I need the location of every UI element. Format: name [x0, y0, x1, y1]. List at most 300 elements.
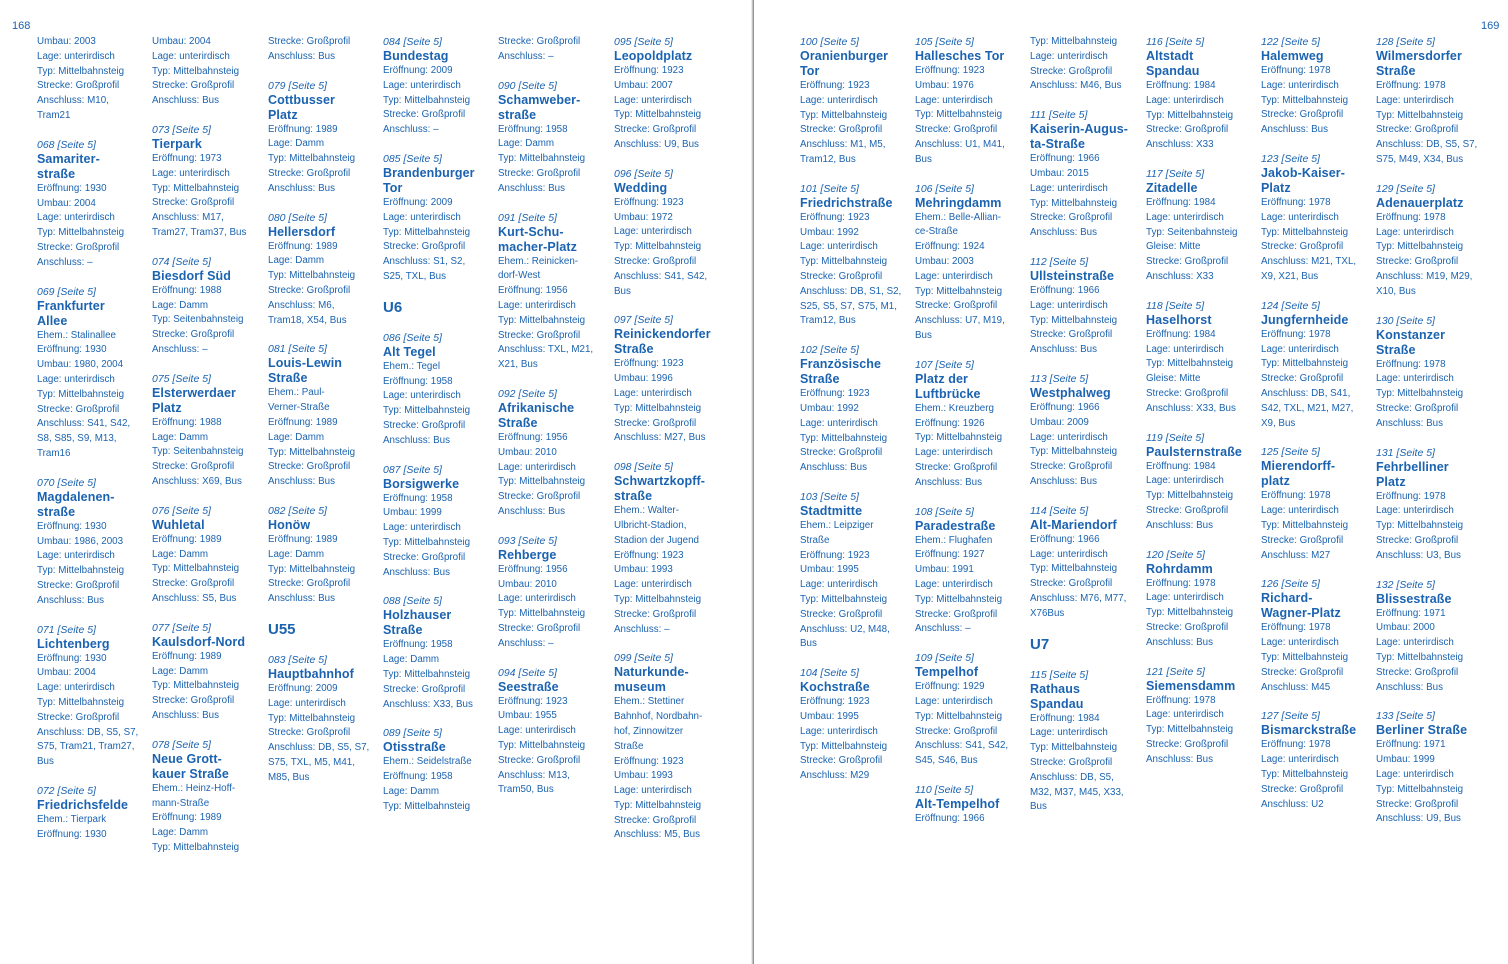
station-detail: Lage: unterirdisch — [1030, 50, 1108, 62]
station-detail: Strecke: Großprofil — [152, 197, 235, 209]
station-detail: Typ: Mittelbahnsteig — [383, 536, 471, 548]
station-detail: Umbau: 2015 — [1030, 167, 1089, 179]
station-number: 068 [Seite 5] — [37, 138, 96, 151]
station-detail: Strecke: Großprofil — [1261, 373, 1344, 385]
station-detail: Typ: Mittelbahnsteig — [498, 608, 586, 620]
station-detail: M85, Bus — [268, 771, 310, 783]
station-detail: Anschluss: – — [152, 343, 208, 355]
station-detail: S45, S46, Bus — [915, 755, 978, 767]
station-name: Blissestraße — [1376, 591, 1452, 606]
station-detail: Strecke: Großprofil — [152, 578, 235, 590]
station-name: Reinickendorfer — [614, 327, 711, 342]
station-detail: Typ: Mittelbahnsteig — [1030, 563, 1118, 575]
station-detail: Anschluss: S5, Bus — [152, 592, 237, 604]
station-detail: Umbau: 1986, 2003 — [37, 535, 124, 547]
station-detail: Typ: Mittelbahnsteig — [383, 668, 471, 680]
station-detail: Eröffnung: 1930 — [37, 182, 107, 194]
station-detail: Eröffnung: 1923 — [800, 696, 870, 708]
station-detail: Lage: unterirdisch — [37, 682, 115, 694]
station-detail: Lage: unterirdisch — [152, 50, 230, 62]
station-entry — [1030, 35, 1142, 94]
station-detail: Typ: Mittelbahnsteig — [383, 226, 471, 238]
station-detail: Anschluss: Bus — [383, 566, 450, 578]
station-detail: Lage: unterirdisch — [1030, 548, 1108, 560]
station-detail: Lage: unterirdisch — [498, 725, 576, 737]
station-detail: Lage: unterirdisch — [915, 578, 993, 590]
station-name: Stadtmitte — [800, 503, 863, 518]
station-detail: Anschluss: Bus — [1030, 344, 1097, 356]
station-name: Neue Grott- — [152, 751, 222, 766]
station-detail: Ehem.: Tierpark — [37, 813, 107, 825]
station-detail: Anschluss: DB, S5, S7, — [268, 742, 370, 754]
station-number: 117 [Seite 5] — [1146, 167, 1205, 180]
station-detail: Umbau: 2010 — [498, 578, 557, 590]
station-detail: Strecke: Großprofil — [1261, 241, 1344, 253]
station-detail: Umbau: 1993 — [614, 770, 673, 782]
station-number: 127 [Seite 5] — [1261, 710, 1320, 723]
station-detail: Anschluss: Bus — [1376, 681, 1443, 693]
station-detail: Anschluss: M1, M5, — [800, 139, 886, 151]
station-detail: Anschluss: Bus — [498, 182, 565, 194]
station-detail: Typ: Mittelbahnsteig — [498, 739, 586, 751]
station-detail: Anschluss: Bus — [268, 593, 335, 605]
station-name: Tempelhof — [915, 665, 979, 680]
station-detail: Typ: Mittelbahnsteig — [915, 109, 1003, 121]
station-detail: Anschluss: DB, S5, — [1030, 771, 1114, 783]
station-name: Friedrichsfelde — [37, 797, 129, 812]
station-number: 078 [Seite 5] — [152, 738, 211, 751]
station-entry — [1261, 35, 1373, 138]
station-name: Schwartzkopff- — [614, 474, 705, 489]
station-name: museum — [614, 680, 667, 695]
station-entry — [614, 651, 726, 843]
station-detail: Lage: unterirdisch — [1261, 343, 1339, 355]
station-detail: Strecke: Großprofil — [268, 284, 351, 296]
station-detail: Typ: Mittelbahnsteig — [1146, 358, 1234, 370]
station-name: Otisstraße — [383, 740, 446, 755]
station-detail: Strecke: Großprofil — [498, 167, 581, 179]
line-section-heading: U7 — [1030, 635, 1050, 653]
station-detail: Bus — [915, 153, 932, 165]
station-entry — [915, 505, 1027, 638]
station-detail: Eröffnung: 1956 — [498, 285, 568, 297]
station-detail: Eröffnung: 1978 — [1376, 358, 1446, 370]
station-name: Afrikanische — [498, 400, 575, 415]
station-detail: Lage: unterirdisch — [800, 241, 878, 253]
station-detail: X9, Bus — [1261, 417, 1296, 429]
station-entry — [383, 463, 495, 581]
station-detail: Lage: Damm — [383, 654, 440, 666]
station-detail: Umbau: 2004 — [37, 667, 96, 679]
station-entry — [1261, 299, 1373, 432]
station-number: 124 [Seite 5] — [1261, 299, 1320, 312]
station-detail: Anschluss: Bus — [498, 505, 565, 517]
station-name: Wilmersdorfer — [1376, 49, 1462, 63]
station-detail: Eröffnung: 1971 — [1376, 607, 1446, 619]
station-number: 081 [Seite 5] — [268, 343, 327, 356]
station-detail: Bus — [37, 756, 54, 768]
station-name: Alt-Tempelhof — [915, 796, 1000, 811]
station-name: Paradestraße — [915, 518, 996, 533]
station-detail: Typ: Mittelbahnsteig — [915, 593, 1003, 605]
station-detail: Anschluss: U9, Bus — [1376, 813, 1461, 825]
station-entry — [800, 490, 912, 652]
station-name: Kochstraße — [800, 680, 870, 695]
station-detail: Anschluss: M6, — [268, 299, 335, 311]
station-detail: Lage: Damm — [498, 138, 555, 150]
station-detail: Strecke: Großprofil — [1261, 783, 1344, 795]
station-detail: Ehem.: Heinz-Hoff- — [152, 782, 236, 794]
station-detail: Lage: unterirdisch — [1146, 343, 1224, 355]
station-name: Platz — [268, 107, 298, 122]
station-detail: Strecke: Großprofil — [614, 814, 697, 826]
station-detail: Eröffnung: 1989 — [152, 533, 222, 545]
station-detail: Lage: unterirdisch — [800, 417, 878, 429]
station-detail: Typ: Mittelbahnsteig — [268, 712, 356, 724]
station-number: 113 [Seite 5] — [1030, 372, 1089, 385]
station-detail: Eröffnung: 1988 — [152, 284, 222, 296]
station-number: 112 [Seite 5] — [1030, 255, 1089, 268]
station-detail: Eröffnung: 2009 — [383, 196, 453, 208]
station-name: Rehberge — [498, 547, 557, 562]
station-detail: Eröffnung: 1923 — [800, 549, 870, 561]
station-detail: Lage: unterirdisch — [498, 593, 576, 605]
station-detail: Anschluss: – — [383, 124, 439, 136]
station-detail: Lage: unterirdisch — [1376, 768, 1454, 780]
station-detail: Bahnhof, Nordbahn- — [614, 711, 703, 723]
station-detail: Eröffnung: 1923 — [800, 388, 870, 400]
station-detail: Lage: unterirdisch — [614, 579, 692, 591]
station-detail: Umbau: 2000 — [1376, 622, 1435, 634]
station-detail: Eröffnung: 1989 — [268, 240, 338, 252]
station-entry — [800, 666, 912, 784]
station-detail: Eröffnung: 1989 — [268, 416, 338, 428]
station-detail: Strecke: Großprofil — [1261, 534, 1344, 546]
station-name: Haselhorst — [1146, 312, 1212, 327]
station-detail: Eröffnung: 1923 — [915, 65, 985, 76]
station-detail: Typ: Mittelbahnsteig — [1261, 226, 1349, 238]
station-detail: Typ: Mittelbahnsteig — [37, 227, 125, 239]
station-number: 083 [Seite 5] — [268, 653, 327, 666]
station-detail: Lage: unterirdisch — [915, 695, 993, 707]
station-detail: Eröffnung: 1971 — [1376, 739, 1446, 751]
station-detail: Typ: Mittelbahnsteig — [383, 800, 471, 812]
station-detail: Strecke: Großprofil — [1261, 109, 1344, 121]
station-detail: Typ: Mittelbahnsteig — [614, 241, 702, 253]
station-detail: Typ: Mittelbahnsteig — [37, 565, 125, 577]
station-number: 119 [Seite 5] — [1146, 431, 1205, 444]
station-detail: Typ: Mittelbahnsteig — [1030, 197, 1118, 209]
station-entry — [1376, 446, 1488, 564]
station-entry — [1146, 299, 1258, 417]
station-detail: Anschluss: M13, — [498, 769, 570, 781]
station-name: Borsigwerke — [383, 476, 460, 491]
station-detail: Strecke: Großprofil — [1146, 621, 1229, 633]
station-entry — [1261, 445, 1373, 563]
station-entry — [1376, 314, 1488, 432]
station-name: Kaiserin-Augus- — [1030, 122, 1129, 137]
station-detail: Strecke: Großprofil — [915, 124, 998, 136]
station-number: 102 [Seite 5] — [800, 344, 859, 357]
station-detail: Lage: unterirdisch — [37, 212, 115, 224]
station-detail: Anschluss: X33 — [1146, 139, 1214, 151]
station-detail: Anschluss: – — [498, 637, 554, 649]
station-detail: Strecke: Großprofil — [1376, 798, 1459, 810]
station-number: 104 [Seite 5] — [800, 667, 859, 680]
station-detail: X9, X21, Bus — [1261, 270, 1319, 282]
station-detail: Typ: Mittelbahnsteig — [800, 256, 888, 268]
station-detail: Typ: Seitenbahnsteig — [152, 314, 244, 326]
station-entry — [152, 504, 264, 607]
station-detail: Ehem.: Paul- — [268, 387, 325, 399]
station-detail: Eröffnung: 1984 — [1146, 80, 1216, 91]
station-detail: Eröffnung: 1923 — [614, 358, 684, 370]
station-detail: Strecke: Großprofil — [383, 109, 466, 121]
station-detail: Bus — [1030, 801, 1047, 813]
station-number: 070 [Seite 5] — [37, 476, 96, 489]
station-detail: Lage: unterirdisch — [915, 447, 993, 459]
station-detail: Anschluss: M27, Bus — [614, 432, 706, 444]
station-number: 076 [Seite 5] — [152, 504, 211, 517]
line-section-heading: U6 — [383, 298, 403, 316]
station-detail: Umbau: 1972 — [614, 211, 673, 223]
station-name: Schamweber- — [498, 92, 581, 107]
station-detail: Eröffnung: 1923 — [614, 755, 684, 767]
station-detail: S75, M49, X34, Bus — [1376, 153, 1464, 165]
station-detail: Eröffnung: 1930 — [37, 652, 107, 664]
station-entry — [268, 504, 380, 607]
station-number: 088 [Seite 5] — [383, 595, 442, 608]
station-number: 098 [Seite 5] — [614, 461, 673, 474]
station-detail: Umbau: 1995 — [800, 564, 859, 576]
station-detail: Lage: unterirdisch — [383, 522, 461, 534]
page-number: 168 — [12, 20, 31, 32]
station-detail: Typ: Mittelbahnsteig — [614, 109, 702, 121]
station-detail: Anschluss: Bus — [383, 434, 450, 446]
station-detail: S8, S85, S9, M13, — [37, 433, 117, 445]
station-detail: Eröffnung: 1958 — [383, 771, 453, 783]
station-detail: Strecke: Großprofil — [498, 329, 581, 341]
station-detail: Eröffnung: 1966 — [1030, 401, 1100, 413]
station-detail: Anschluss: S41, S42, — [915, 740, 1009, 752]
station-detail: Lage: unterirdisch — [1261, 505, 1339, 517]
station-entry — [1261, 152, 1373, 285]
station-name: Tierpark — [152, 136, 202, 151]
station-number: 091 [Seite 5] — [498, 211, 557, 224]
station-detail: Typ: Seitenbahnsteig — [1146, 226, 1238, 238]
station-number: 115 [Seite 5] — [1030, 668, 1089, 681]
station-name: Wuhletal — [152, 517, 205, 532]
station-detail: Lage: unterirdisch — [37, 373, 115, 385]
station-entry — [915, 35, 1027, 168]
station-detail: Typ: Mittelbahnsteig — [268, 446, 356, 458]
station-detail: Umbau: 1999 — [1376, 754, 1435, 766]
station-detail: Anschluss: Bus — [800, 462, 867, 474]
station-entry — [383, 594, 495, 712]
station-detail: Anschluss: M19, M29, — [1376, 270, 1473, 282]
station-detail: Anschluss: U9, Bus — [614, 138, 699, 150]
station-detail: Anschluss: Bus — [1030, 475, 1097, 487]
station-detail: Eröffnung: 1956 — [498, 431, 568, 443]
station-number: 080 [Seite 5] — [268, 211, 327, 224]
station-detail: Tram18, X54, Bus — [268, 314, 347, 326]
station-name: Siemensdamm — [1146, 678, 1236, 693]
station-entry — [1376, 578, 1488, 696]
station-number: 116 [Seite 5] — [1146, 36, 1205, 48]
station-name: ta-Straße — [1030, 137, 1086, 152]
station-detail: Typ: Mittelbahnsteig — [1261, 94, 1349, 106]
station-name: Alt-Mariendorf — [1030, 517, 1117, 532]
station-detail: Umbau: 2010 — [498, 446, 557, 458]
station-number: 129 [Seite 5] — [1376, 182, 1435, 195]
station-detail: Lage: unterirdisch — [1030, 431, 1108, 443]
station-detail: Lage: Damm — [268, 138, 325, 150]
station-detail: Lage: unterirdisch — [498, 461, 576, 473]
station-detail: Lage: unterirdisch — [800, 725, 878, 737]
station-detail: Eröffnung: 2009 — [268, 682, 338, 694]
station-detail: Lage: unterirdisch — [800, 579, 878, 591]
station-detail: Anschluss: Bus — [268, 476, 335, 488]
station-name: Straße — [614, 342, 654, 357]
station-detail: Anschluss: DB, S41, — [1261, 387, 1351, 399]
station-detail: Anschluss: Bus — [1030, 227, 1097, 239]
station-detail: Strecke: Großprofil — [152, 80, 235, 92]
station-name: Zitadelle — [1146, 180, 1198, 195]
station-entry — [1030, 372, 1142, 490]
station-number: 087 [Seite 5] — [383, 463, 442, 476]
station-number: 106 [Seite 5] — [915, 182, 974, 195]
station-number: 094 [Seite 5] — [498, 666, 557, 679]
station-detail: Eröffnung: 1923 — [614, 549, 684, 561]
station-name: Jakob-Kaiser- — [1261, 165, 1345, 180]
station-detail: Lage: unterirdisch — [383, 211, 461, 223]
station-detail: Tram16 — [37, 447, 71, 459]
station-detail: Eröffnung: 1924 — [915, 241, 985, 253]
station-number: 130 [Seite 5] — [1376, 314, 1435, 327]
station-entry — [1030, 108, 1142, 241]
station-detail: Umbau: 1993 — [614, 564, 673, 576]
station-detail: Verner-Straße — [268, 402, 330, 414]
station-name: Brandenburger — [383, 165, 475, 180]
station-detail: Eröffnung: 1978 — [1261, 739, 1331, 751]
station-detail: Eröffnung: 1929 — [915, 681, 985, 693]
station-detail: Umbau: 2003 — [37, 36, 96, 47]
station-detail: Typ: Mittelbahnsteig — [800, 432, 888, 444]
station-detail: Typ: Mittelbahnsteig — [152, 680, 240, 692]
station-detail: Eröffnung: 1930 — [37, 828, 107, 840]
station-name: Seestraße — [498, 679, 559, 694]
station-name: Biesdorf Süd — [152, 268, 231, 283]
station-name: Straße — [1376, 342, 1416, 357]
station-detail: Strecke: Großprofil — [614, 255, 697, 267]
station-name: straße — [37, 166, 76, 181]
station-detail: Gleise: Mitte — [1146, 373, 1201, 385]
station-name: Luftbrücke — [915, 386, 981, 401]
station-detail: Lage: unterirdisch — [383, 79, 461, 91]
station-detail: Lage: unterirdisch — [37, 50, 115, 62]
station-detail: Strecke: Großprofil — [383, 551, 466, 563]
station-detail: Strecke: Großprofil — [1030, 65, 1113, 77]
station-detail: Eröffnung: 1989 — [152, 812, 222, 824]
station-number: 101 [Seite 5] — [800, 182, 859, 195]
text-column — [383, 35, 495, 829]
station-detail: Lage: unterirdisch — [1261, 79, 1339, 91]
station-detail: Eröffnung: 1958 — [383, 492, 453, 504]
station-detail: Strecke: Großprofil — [915, 608, 998, 620]
station-detail: Lage: unterirdisch — [268, 697, 346, 709]
station-detail: Typ: Mittelbahnsteig — [1376, 783, 1464, 795]
station-number: 125 [Seite 5] — [1261, 446, 1320, 459]
station-name: Berliner Straße — [1376, 723, 1468, 738]
station-detail: Typ: Mittelbahnsteig — [1261, 519, 1349, 531]
station-detail: Strecke: Großprofil — [1376, 402, 1459, 414]
station-detail: Strecke: Großprofil — [1376, 534, 1459, 546]
station-name: straße — [37, 504, 76, 519]
station-detail: Lage: unterirdisch — [1030, 727, 1108, 739]
station-detail: Lage: unterirdisch — [1261, 211, 1339, 223]
station-detail: Typ: Mittelbahnsteig — [383, 405, 471, 417]
station-entry — [498, 534, 610, 652]
station-number: 072 [Seite 5] — [37, 784, 96, 797]
station-detail: Tram50, Bus — [498, 784, 554, 796]
station-detail: Lage: unterirdisch — [1261, 754, 1339, 766]
station-detail: Ehem.: Tegel — [383, 360, 441, 372]
station-detail: Bus — [614, 285, 631, 297]
station-name: Platz — [152, 400, 182, 415]
station-detail: Lage: unterirdisch — [37, 550, 115, 562]
station-detail: Lage: unterirdisch — [152, 167, 230, 179]
text-column — [800, 35, 912, 798]
station-name: Rohrdamm — [1146, 561, 1213, 576]
station-detail: Umbau: 1991 — [915, 564, 974, 576]
station-detail: Lage: unterirdisch — [1376, 505, 1454, 517]
station-detail: S42, TXL, M21, M27, — [1261, 402, 1354, 414]
station-detail: Typ: Mittelbahnsteig — [915, 710, 1003, 722]
station-number: 100 [Seite 5] — [800, 36, 859, 48]
page-number: 169 — [1481, 20, 1500, 32]
station-name: Holzhauser — [383, 608, 452, 623]
station-number: 090 [Seite 5] — [498, 79, 557, 92]
station-detail: Strecke: Großprofil — [152, 695, 235, 707]
station-detail: Typ: Mittelbahnsteig — [152, 182, 240, 194]
station-name: Allee — [37, 313, 68, 328]
station-detail: Typ: Mittelbahnsteig — [1376, 241, 1464, 253]
station-detail: Strecke: Großprofil — [498, 622, 581, 634]
station-detail: Strecke: Großprofil — [1146, 738, 1229, 750]
station-detail: Eröffnung: 1978 — [1261, 490, 1331, 502]
station-detail: mann-Straße — [152, 797, 210, 809]
station-entry — [268, 79, 380, 197]
station-detail: Strecke: Großprofil — [1030, 212, 1113, 224]
station-detail: Eröffnung: 1958 — [383, 639, 453, 651]
station-detail: Lage: unterirdisch — [1376, 373, 1454, 385]
station-entry — [1146, 665, 1258, 768]
station-name: Adenauerplatz — [1376, 195, 1464, 210]
station-entry — [915, 182, 1027, 344]
station-entry — [152, 123, 264, 241]
station-entry — [37, 784, 149, 843]
station-number: 132 [Seite 5] — [1376, 578, 1435, 591]
station-number: 105 [Seite 5] — [915, 36, 974, 48]
station-entry — [383, 726, 495, 814]
station-detail: Typ: Mittelbahnsteig — [268, 563, 356, 575]
station-number: 069 [Seite 5] — [37, 285, 96, 298]
station-detail: Eröffnung: 1984 — [1146, 328, 1216, 340]
station-entry — [614, 167, 726, 300]
station-number: 093 [Seite 5] — [498, 534, 557, 547]
station-detail: Strecke: Großprofil — [800, 124, 883, 136]
station-detail: Strecke: Großprofil — [383, 683, 466, 695]
